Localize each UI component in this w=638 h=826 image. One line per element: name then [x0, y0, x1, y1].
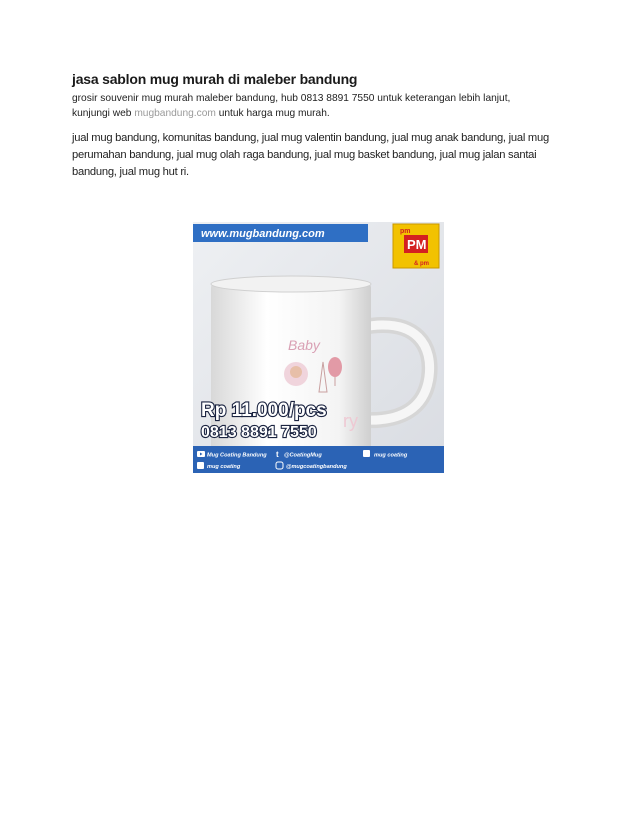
facebook-handle[interactable]: mug coating [207, 464, 241, 470]
logo-label-top: pm [400, 228, 411, 235]
website-link[interactable]: mugbandung.com [134, 108, 216, 119]
keywords-paragraph: jual mug bandung, komunitas bandung, jual mug valentin bandung, jual mug anak bandung, jual mug perumahan bandung, jual mug olah raga bandung, jual mug basket bandung, jual mug jalan santai bandung, jual mug hut ri. [72, 132, 549, 178]
linkedin-icon [363, 450, 370, 457]
twitter-icon: t [276, 450, 279, 459]
instagram-handle[interactable]: @mugcoatingbandung [286, 464, 347, 470]
facebook-icon [197, 462, 204, 469]
page-title: jasa sablon mug murah di maleber bandung [72, 71, 358, 87]
mug-print-text: Baby [288, 337, 320, 353]
logo-text: PM [407, 237, 427, 252]
youtube-handle[interactable]: Mug Coating Bandung [207, 452, 267, 459]
product-image [193, 222, 444, 473]
phone-text: 0813 8891 7550 [201, 424, 317, 441]
intro-paragraph [72, 91, 542, 121]
intro-text-end: untuk harga mug murah. [215, 108, 330, 119]
brand-logo [393, 224, 439, 268]
website-banner-text: www.mugbandung.com [201, 228, 325, 240]
linkedin-handle[interactable]: mug coating [374, 452, 408, 459]
logo-label-bottom: & pm [414, 261, 429, 267]
intro-text-start: grosir souvenir mug murah maleber bandung, hub 0813 8891 7550 untuk keterangan lebih lanjut, kunjungi web [72, 93, 511, 119]
svg-text:ry: ry [343, 411, 358, 431]
price-text: Rp 11.000/pcs [201, 400, 327, 421]
twitter-handle[interactable]: @CoatingMug [284, 452, 322, 459]
